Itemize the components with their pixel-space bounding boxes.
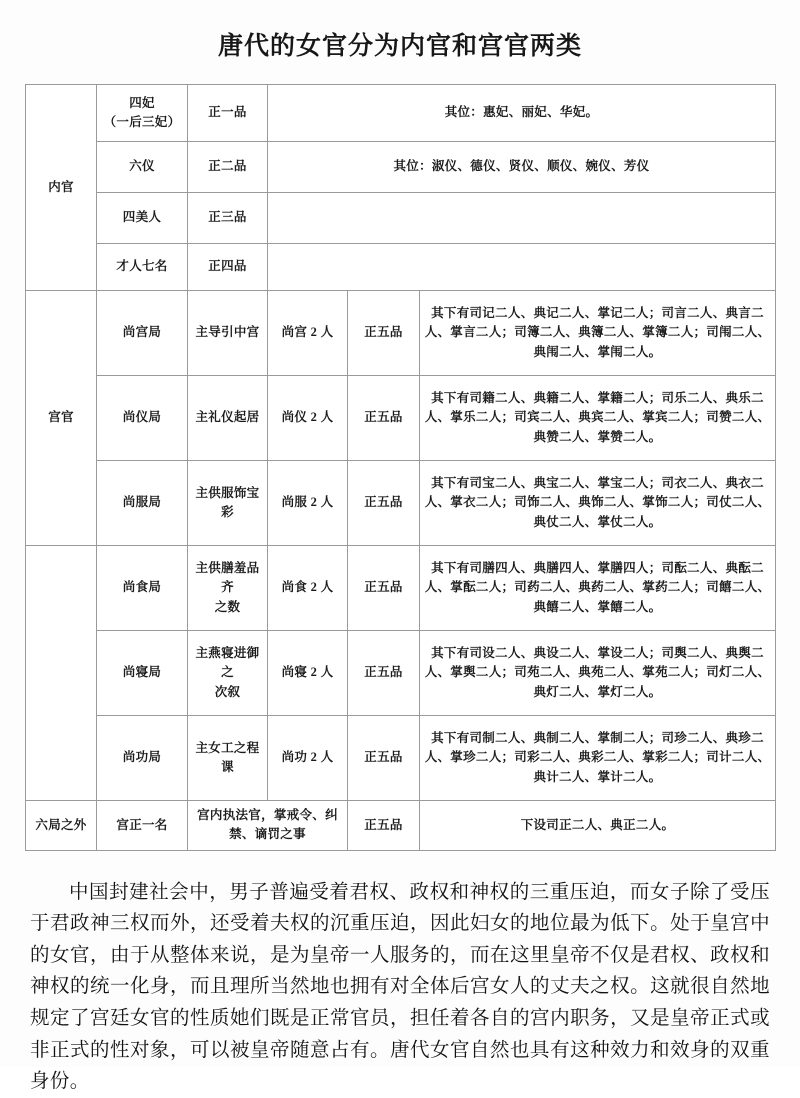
table-row (26, 142, 776, 193)
outside-title-cell: 宫正一名 (97, 801, 188, 851)
bureau-name-cell: 尚服局 (97, 461, 188, 546)
bureau-name-cell: 尚寝局 (97, 631, 188, 716)
bureau-subordinates-cell: 其下有司膳四人、典膳四人、掌膳四人；司酝二人、典酝二人、掌酝二人；司药二人、典药二人、掌药二人；司饎二人、典饎二人、掌饎二人。 (420, 546, 776, 631)
bureau-subordinates-cell: 其下有司宝二人、典宝二人、掌宝二人；司衣二人、典衣二人、掌衣二人；司饰二人、典饰二人、掌饰二人；司仗二人、典仗二人、掌仗二人。 (420, 461, 776, 546)
rank-table-wrapper (25, 84, 775, 851)
table-row (26, 291, 776, 376)
bureau-staff-cell: 尚寝 2 人 (268, 631, 348, 716)
tang-dynasty-female-officials-table (25, 84, 776, 851)
bureau-subordinates-cell: 其下有司记二人、典记二人、掌记二人；司言二人、典言二人、掌言二人；司簿二人、典簿二人、掌簿二人；司闱二人、典闱二人、掌闱二人。 (420, 291, 776, 376)
bureau-duty-cell (188, 376, 268, 461)
bureau-name-cell: 尚食局 (97, 546, 188, 631)
bureau-duty-line1: 主燕寝进御之 (195, 645, 260, 680)
category-outside-bureaus: 六局之外 (26, 801, 97, 851)
bureau-grade-cell: 正五品 (348, 376, 420, 461)
bureau-subordinates-cell: 其下有司籍二人、典籍二人、掌籍二人；司乐二人、典乐二人、掌乐二人；司宾二人、典宾二人、掌宾二人；司赞二人、典赞二人、掌赞二人。 (420, 376, 776, 461)
category-inner-officials: 内官 (26, 85, 97, 291)
rank-name-cell: 四美人 (97, 193, 188, 244)
bureau-staff-cell: 尚服 2 人 (268, 461, 348, 546)
bureau-duty-cell (188, 631, 268, 716)
table-row (26, 85, 776, 142)
rank-name-cell (97, 85, 188, 142)
bureau-name-cell: 尚功局 (97, 716, 188, 801)
bureau-staff-cell: 尚功 2 人 (268, 716, 348, 801)
bureau-staff-cell: 尚宫 2 人 (268, 291, 348, 376)
bureau-grade-cell: 正五品 (348, 291, 420, 376)
table-row (26, 461, 776, 546)
bureau-duty-line2: 次叙 (214, 684, 241, 699)
table-row (26, 801, 776, 851)
table-row (26, 244, 776, 291)
rank-name-cell: 六仪 (97, 142, 188, 193)
rank-grade-cell: 正一品 (188, 85, 268, 142)
rank-grade-cell: 正二品 (188, 142, 268, 193)
table-row (26, 193, 776, 244)
bureau-name-cell: 尚仪局 (97, 376, 188, 461)
bureau-staff-cell: 尚食 2 人 (268, 546, 348, 631)
bureau-subordinates-cell: 其下有司设二人、典设二人、掌设二人；司舆二人、典舆二人、掌舆二人；司苑二人、典苑二人、掌苑二人；司灯二人、典灯二人、掌灯二人。 (420, 631, 776, 716)
rank-grade-cell: 正三品 (188, 193, 268, 244)
table-row (26, 716, 776, 801)
rank-detail-cell (268, 244, 776, 291)
rank-detail-cell (268, 193, 776, 244)
bureau-duty-cell (188, 546, 268, 631)
table-row (26, 546, 776, 631)
bureau-name-cell: 尚宫局 (97, 291, 188, 376)
bureau-subordinates-cell: 其下有司制二人、典制二人、掌制二人；司珍二人、典珍二人、掌珍二人；司彩二人、典彩二人、掌彩二人；司计二人、典计二人、掌计二人。 (420, 716, 776, 801)
rank-detail-cell: 其位：惠妃、丽妃、华妃。 (268, 85, 776, 142)
bureau-duty-line2: 之数 (214, 599, 241, 614)
bureau-grade-cell: 正五品 (348, 716, 420, 801)
bureau-duty-line1: 主导引中宫 (195, 325, 260, 340)
rank-name-main: 四妃 (129, 95, 155, 110)
rank-grade-cell: 正四品 (188, 244, 268, 291)
outside-duty-cell: 宫内执法官，掌戒令、纠禁、谪罚之事 (188, 801, 348, 851)
body-paragraph: 中国封建社会中，男子普遍受着君权、政权和神权的三重压迫，而女子除了受压于君政神三权而外，还受着夫权的沉重压迫，因此妇女的地位最为低下。处于皇宫中的女官，由于从整体来说，是为皇帝一人服务的，而在这里皇帝不仅是君权、政权和神权的统一化身，而且理所当然地也拥有对全体后宫女人的丈夫之权。这就很自然地规定了宫廷女官的性质她们既是正常官员，担任着各自的宫内职务，又是皇帝正式或非正式的性对象，可以被皇帝随意占有。唐代女官自然也具有这种效力和效身的双重身份。 (30, 881, 770, 1093)
bureau-duty-cell (188, 716, 268, 801)
category-palace-officials-continued (26, 546, 97, 801)
bureau-duty-line1: 主供服饰宝彩 (195, 485, 260, 519)
bureau-grade-cell: 正五品 (348, 461, 420, 546)
table-row (26, 631, 776, 716)
category-palace-officials: 宫官 (26, 291, 97, 546)
rank-detail-cell: 其位：淑仪、德仪、贤仪、顺仪、婉仪、芳仪 (268, 142, 776, 193)
rank-name-cell: 才人七名 (97, 244, 188, 291)
table-row (26, 376, 776, 461)
bureau-duty-line1: 主礼仪起居 (195, 410, 260, 425)
bureau-grade-cell: 正五品 (348, 631, 420, 716)
rank-name-sub: （一后三妃） (103, 115, 181, 129)
bureau-duty-cell (188, 291, 268, 376)
bureau-duty-line1: 主供膳羞品齐 (195, 560, 260, 595)
outside-grade-cell: 正五品 (348, 801, 420, 851)
outside-subordinates-cell: 下设司正二人、典正二人。 (420, 801, 776, 851)
bureau-grade-cell: 正五品 (348, 546, 420, 631)
bureau-duty-cell (188, 461, 268, 546)
bureau-staff-cell: 尚仪 2 人 (268, 376, 348, 461)
page-title: 唐代的女官分为内官和宫官两类 (217, 33, 582, 60)
bureau-duty-line1: 主女工之程课 (195, 740, 260, 774)
